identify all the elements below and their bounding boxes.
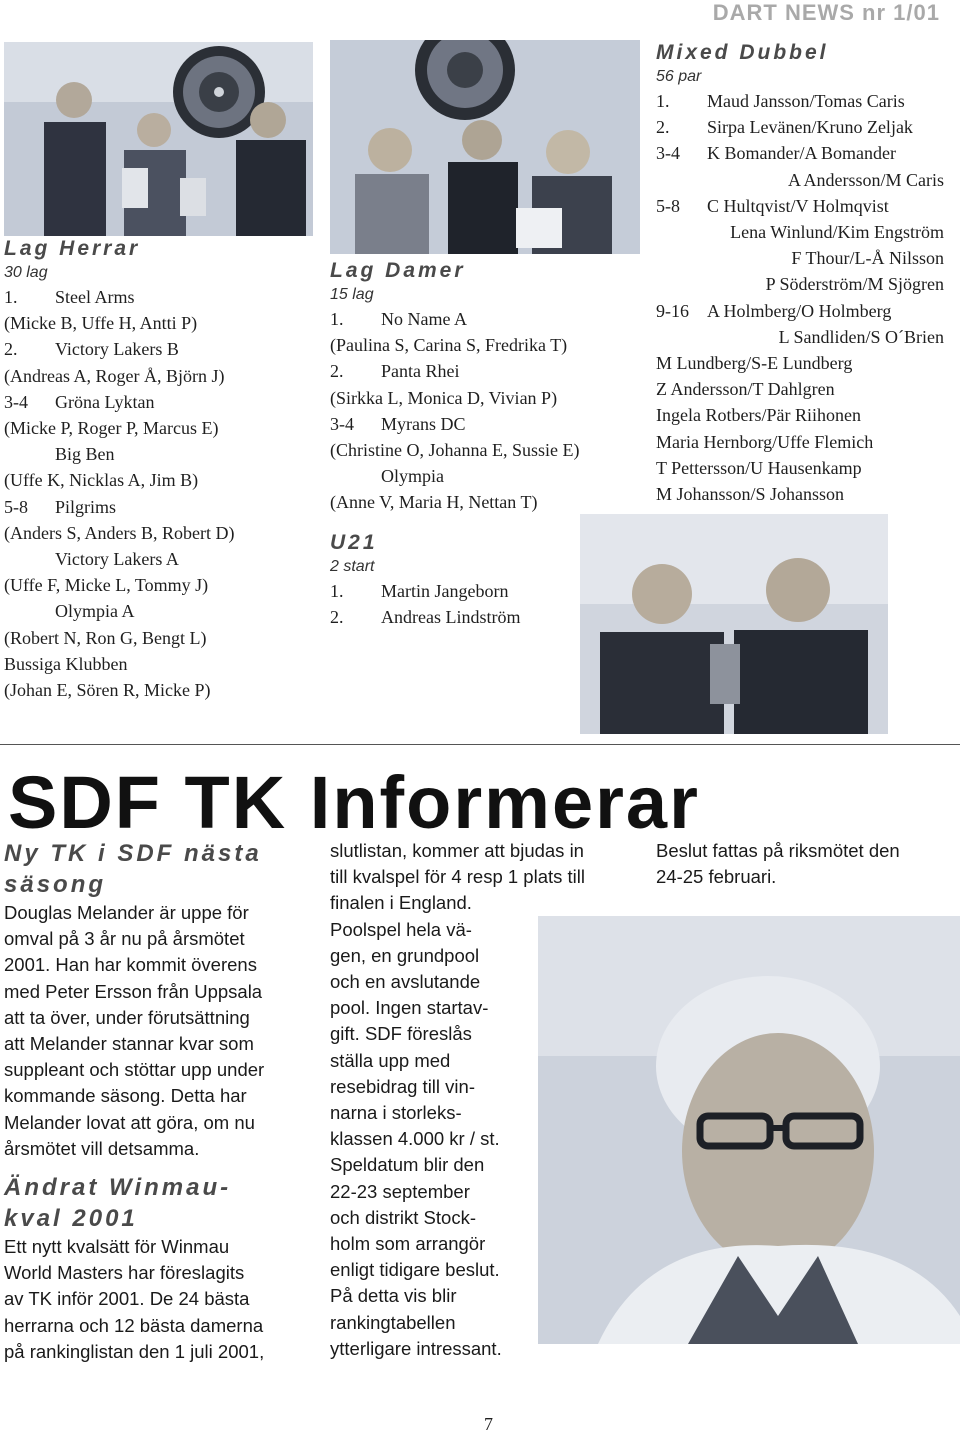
body-line: med Peter Ersson från Uppsala [4, 980, 263, 1002]
body-line: klassen 4.000 kr / st. [330, 1128, 500, 1150]
body-line: Beslut fattas på riksmötet den [656, 840, 900, 861]
body-line: Speldatum blir den [330, 1154, 485, 1176]
result-row: 1. Steel Arms [4, 287, 135, 307]
result-row: (Micke B, Uffe H, Antti P) [4, 313, 198, 334]
mixed-dubbel-results [656, 88, 956, 507]
lag-damer-results [330, 306, 630, 516]
body-line: rankingtabellen [330, 1311, 456, 1333]
body-line: narna i storleks- [330, 1102, 462, 1124]
team-men-photo [4, 42, 313, 236]
body-line: gift. SDF föreslås [330, 1023, 472, 1045]
result-row: Lena Winlund/Kim Engström [730, 222, 944, 243]
result-row: M Johansson/S Johansson [656, 484, 845, 505]
result-row: 2. Victory Lakers B [4, 339, 179, 360]
ny-tk-title-line-1: Ny TK i SDF nästa [4, 840, 262, 867]
result-row: (Sirkka L, Monica D, Vivian P) [330, 387, 558, 408]
result-row: (Anne V, Maria H, Nettan T) [330, 492, 538, 513]
result-row: (Uffe K, Nicklas A, Jim B) [4, 470, 199, 491]
u21-title: U21 [330, 530, 378, 554]
portrait-photo [538, 916, 960, 1344]
result-row: Bussiga Klubben [4, 653, 128, 674]
lag-damer-count: 15 lag [330, 286, 374, 303]
body-line: till kvalspel för 4 resp 1 plats till [330, 866, 585, 888]
result-row: (Christine O, Johanna E, Sussie E) [330, 440, 580, 461]
body-line: Ett nytt kvalsätt för Winmau [4, 1236, 230, 1258]
body-line: ytterligare intressant. [330, 1337, 502, 1359]
ny-tk-article [4, 838, 324, 1365]
mixed-dubbel-title: Mixed Dubbel [656, 41, 829, 64]
section-divider [0, 744, 960, 745]
body-line: att Melander stannar kvar som [4, 1033, 254, 1055]
body-line: slutlistan, kommer att bjudas in [330, 840, 584, 861]
result-row: 9-16 A Holmberg/O Holmberg [656, 300, 892, 321]
result-row: 3-4 Myrans DC [330, 413, 466, 434]
result-row: 1. Martin Jangeborn [330, 580, 509, 601]
body-line: omval på 3 år nu på årsmötet [4, 928, 245, 950]
body-line: 22-23 september [330, 1180, 470, 1202]
body-line: ställa upp med [330, 1049, 451, 1071]
result-row: (Paulina S, Carina S, Fredrika T) [330, 335, 568, 356]
result-row: (Johan E, Sören R, Micke P) [4, 680, 211, 701]
result-row: 1. Maud Jansson/Tomas Caris [656, 91, 905, 111]
body-line: årsmötet vill detsamma. [4, 1137, 200, 1159]
lag-herrar-section [4, 236, 324, 703]
body-line: 2001. Han har kommit överens [4, 954, 257, 976]
result-row: 3-4 Gröna Lyktan [4, 391, 155, 412]
result-row: 1. No Name A [330, 309, 467, 329]
body-line: och distrikt Stock- [330, 1206, 476, 1228]
mixed-dubbel-section [656, 40, 956, 507]
u21-results [330, 578, 630, 630]
body-line: finalen i England. [330, 892, 472, 914]
result-row: Z Andersson/T Dahlgren [656, 379, 835, 400]
body-line: Melander lovat att göra, om nu [4, 1111, 255, 1133]
result-row: Maria Hernborg/Uffe Flemich [656, 431, 874, 452]
lag-damer-section [330, 258, 630, 630]
beslut-text [656, 838, 956, 890]
body-line: 24-25 februari. [656, 866, 777, 888]
result-row: 2. Panta Rhei [330, 361, 460, 382]
winmau-body [4, 1234, 324, 1365]
lag-herrar-results [4, 284, 324, 703]
body-line: På detta vis blir [330, 1285, 457, 1307]
body-line: på rankinglistan den 1 juli 2001, [4, 1340, 265, 1362]
lag-herrar-title: Lag Herrar [4, 237, 141, 260]
result-row: (Micke P, Roger P, Marcus E) [4, 418, 219, 439]
result-row: T Pettersson/U Hausenkamp [656, 457, 862, 478]
winmau-title-line-1: Ändrat Winmau- [4, 1174, 232, 1202]
u21-count: 2 start [330, 557, 375, 575]
body-line: enligt tidigare beslut. [330, 1259, 500, 1281]
result-row: (Uffe F, Micke L, Tommy J) [4, 575, 209, 596]
body-line: herrarna och 12 bästa damerna [4, 1314, 264, 1336]
result-row: 2. Sirpa Levänen/Kruno Zeljak [656, 117, 913, 138]
body-line: Poolspel hela vä- [330, 918, 472, 940]
sdf-headline: SDF TK Informerar [8, 761, 700, 844]
ny-tk-body [4, 900, 324, 1162]
result-row: 3-4 K Bomander/A Bomander [656, 143, 896, 164]
result-row: M Lundberg/S-E Lundberg [656, 353, 853, 374]
body-line: suppleant och stöttar upp under [4, 1059, 265, 1081]
page-number: 7 [484, 1414, 493, 1434]
body-line: och en avslutande [330, 971, 481, 993]
lag-damer-title: Lag Damer [330, 259, 466, 282]
header-title: DART NEWS nr 1/01 [712, 0, 940, 25]
result-row: P Söderström/M Sjögren [765, 274, 944, 295]
result-row: Big Ben [55, 444, 115, 465]
body-line: pool. Ingen startav- [330, 997, 489, 1019]
result-row: F Thour/L-Å Nilsson [791, 248, 944, 269]
body-line: holm som arrangör [330, 1233, 486, 1255]
result-row: A Andersson/M Caris [787, 169, 944, 190]
result-row: Olympia A [55, 601, 135, 622]
result-row: Olympia [381, 466, 444, 487]
result-row: L Sandliden/S O´Brien [778, 326, 944, 347]
result-row: (Robert N, Ron G, Bengt L) [4, 627, 207, 648]
result-row: 5-8 C Hultqvist/V Holmqvist [656, 195, 889, 216]
body-line: resebidrag till vin- [330, 1075, 475, 1097]
result-row: Victory Lakers A [55, 549, 179, 570]
body-line: av TK inför 2001. De 24 bästa [4, 1288, 250, 1310]
body-line: gen, en grundpool [330, 944, 480, 966]
winmau-title-line-2: kval 2001 [4, 1205, 138, 1233]
result-row: 2. Andreas Lindström [330, 606, 521, 627]
result-row: Ingela Rotbers/Pär Riihonen [656, 405, 861, 426]
lag-herrar-count: 30 lag [4, 264, 48, 281]
body-line: kommande säsong. Detta har [4, 1085, 247, 1107]
result-row: (Andreas A, Roger Å, Björn J) [4, 365, 225, 386]
mixed-dubbel-count: 56 par [656, 68, 702, 85]
body-line: att ta över, under förutsättning [4, 1006, 250, 1028]
body-line: Douglas Melander är uppe för [4, 902, 249, 923]
result-row: (Anders S, Anders B, Robert D) [4, 522, 235, 543]
body-line: World Masters har föreslagits [4, 1262, 245, 1284]
result-row: 5-8 Pilgrims [4, 496, 117, 517]
ny-tk-title-line-2: säsong [4, 871, 107, 898]
team-women-photo [330, 40, 640, 254]
